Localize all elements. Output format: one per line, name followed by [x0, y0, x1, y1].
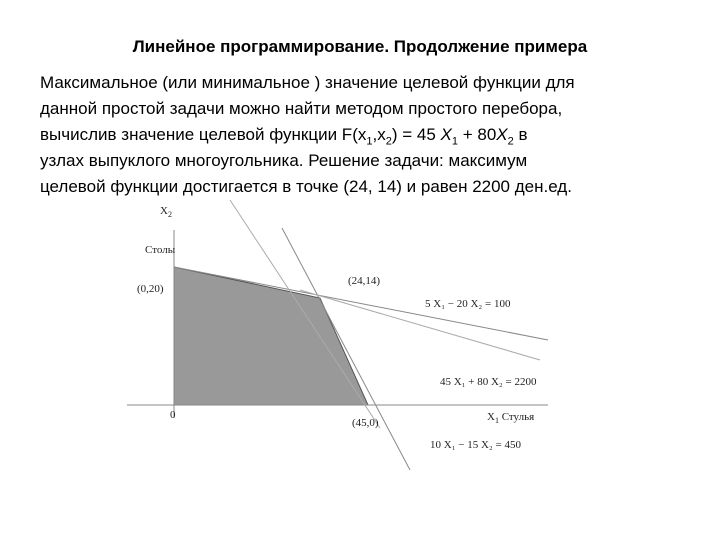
line3-label: 10 X₁ − 15 X₂ = 450: [430, 439, 521, 451]
line2-label: 45 X₁ + 80 X₂ = 2200: [440, 376, 537, 388]
line3-sub1: 1: [366, 135, 373, 148]
line1-label: 5 X₁ − 20 X₂ = 100: [425, 298, 511, 310]
line3-x1: X: [440, 125, 452, 144]
line3-x1-sub: 1: [451, 135, 458, 148]
body-line-2: данной простой задачи можно найти методом простого перебора,: [40, 99, 563, 118]
y-axis-name: Столы: [145, 244, 176, 256]
y-axis-label: $X_2$: [160, 205, 172, 219]
line3-prefix: вычислив значение целевой функции F(x: [40, 125, 367, 144]
origin-label: 0: [170, 409, 176, 421]
x-axis-label: $X_1$ Стулья: [487, 411, 535, 425]
line3-comma: ,x: [372, 125, 386, 144]
point-a-label: (0,20): [137, 283, 164, 295]
body-line-5: целевой функции достигается в точке (24, 14) и равен 2200 ден.ед.: [40, 177, 572, 196]
line3-x2-sub: 2: [507, 135, 514, 148]
point-b-label: (24,14): [348, 275, 381, 287]
line3-sub2: 2: [385, 135, 392, 148]
line3-suffix: в: [513, 125, 528, 144]
line3-mid: ) = 45: [391, 125, 441, 144]
body-line-4: узлах выпуклого многоугольника. Решение задачи: максимум: [40, 151, 528, 170]
line3-plus: + 80: [457, 125, 497, 144]
slide-title: Линейное программирование. Продолжение примера: [132, 37, 588, 56]
body-line-1: Максимальное (или минимальное ) значение целевой функции для: [40, 73, 575, 92]
point-c-label: (45,0): [352, 417, 379, 429]
line3-x2: X: [496, 125, 508, 144]
